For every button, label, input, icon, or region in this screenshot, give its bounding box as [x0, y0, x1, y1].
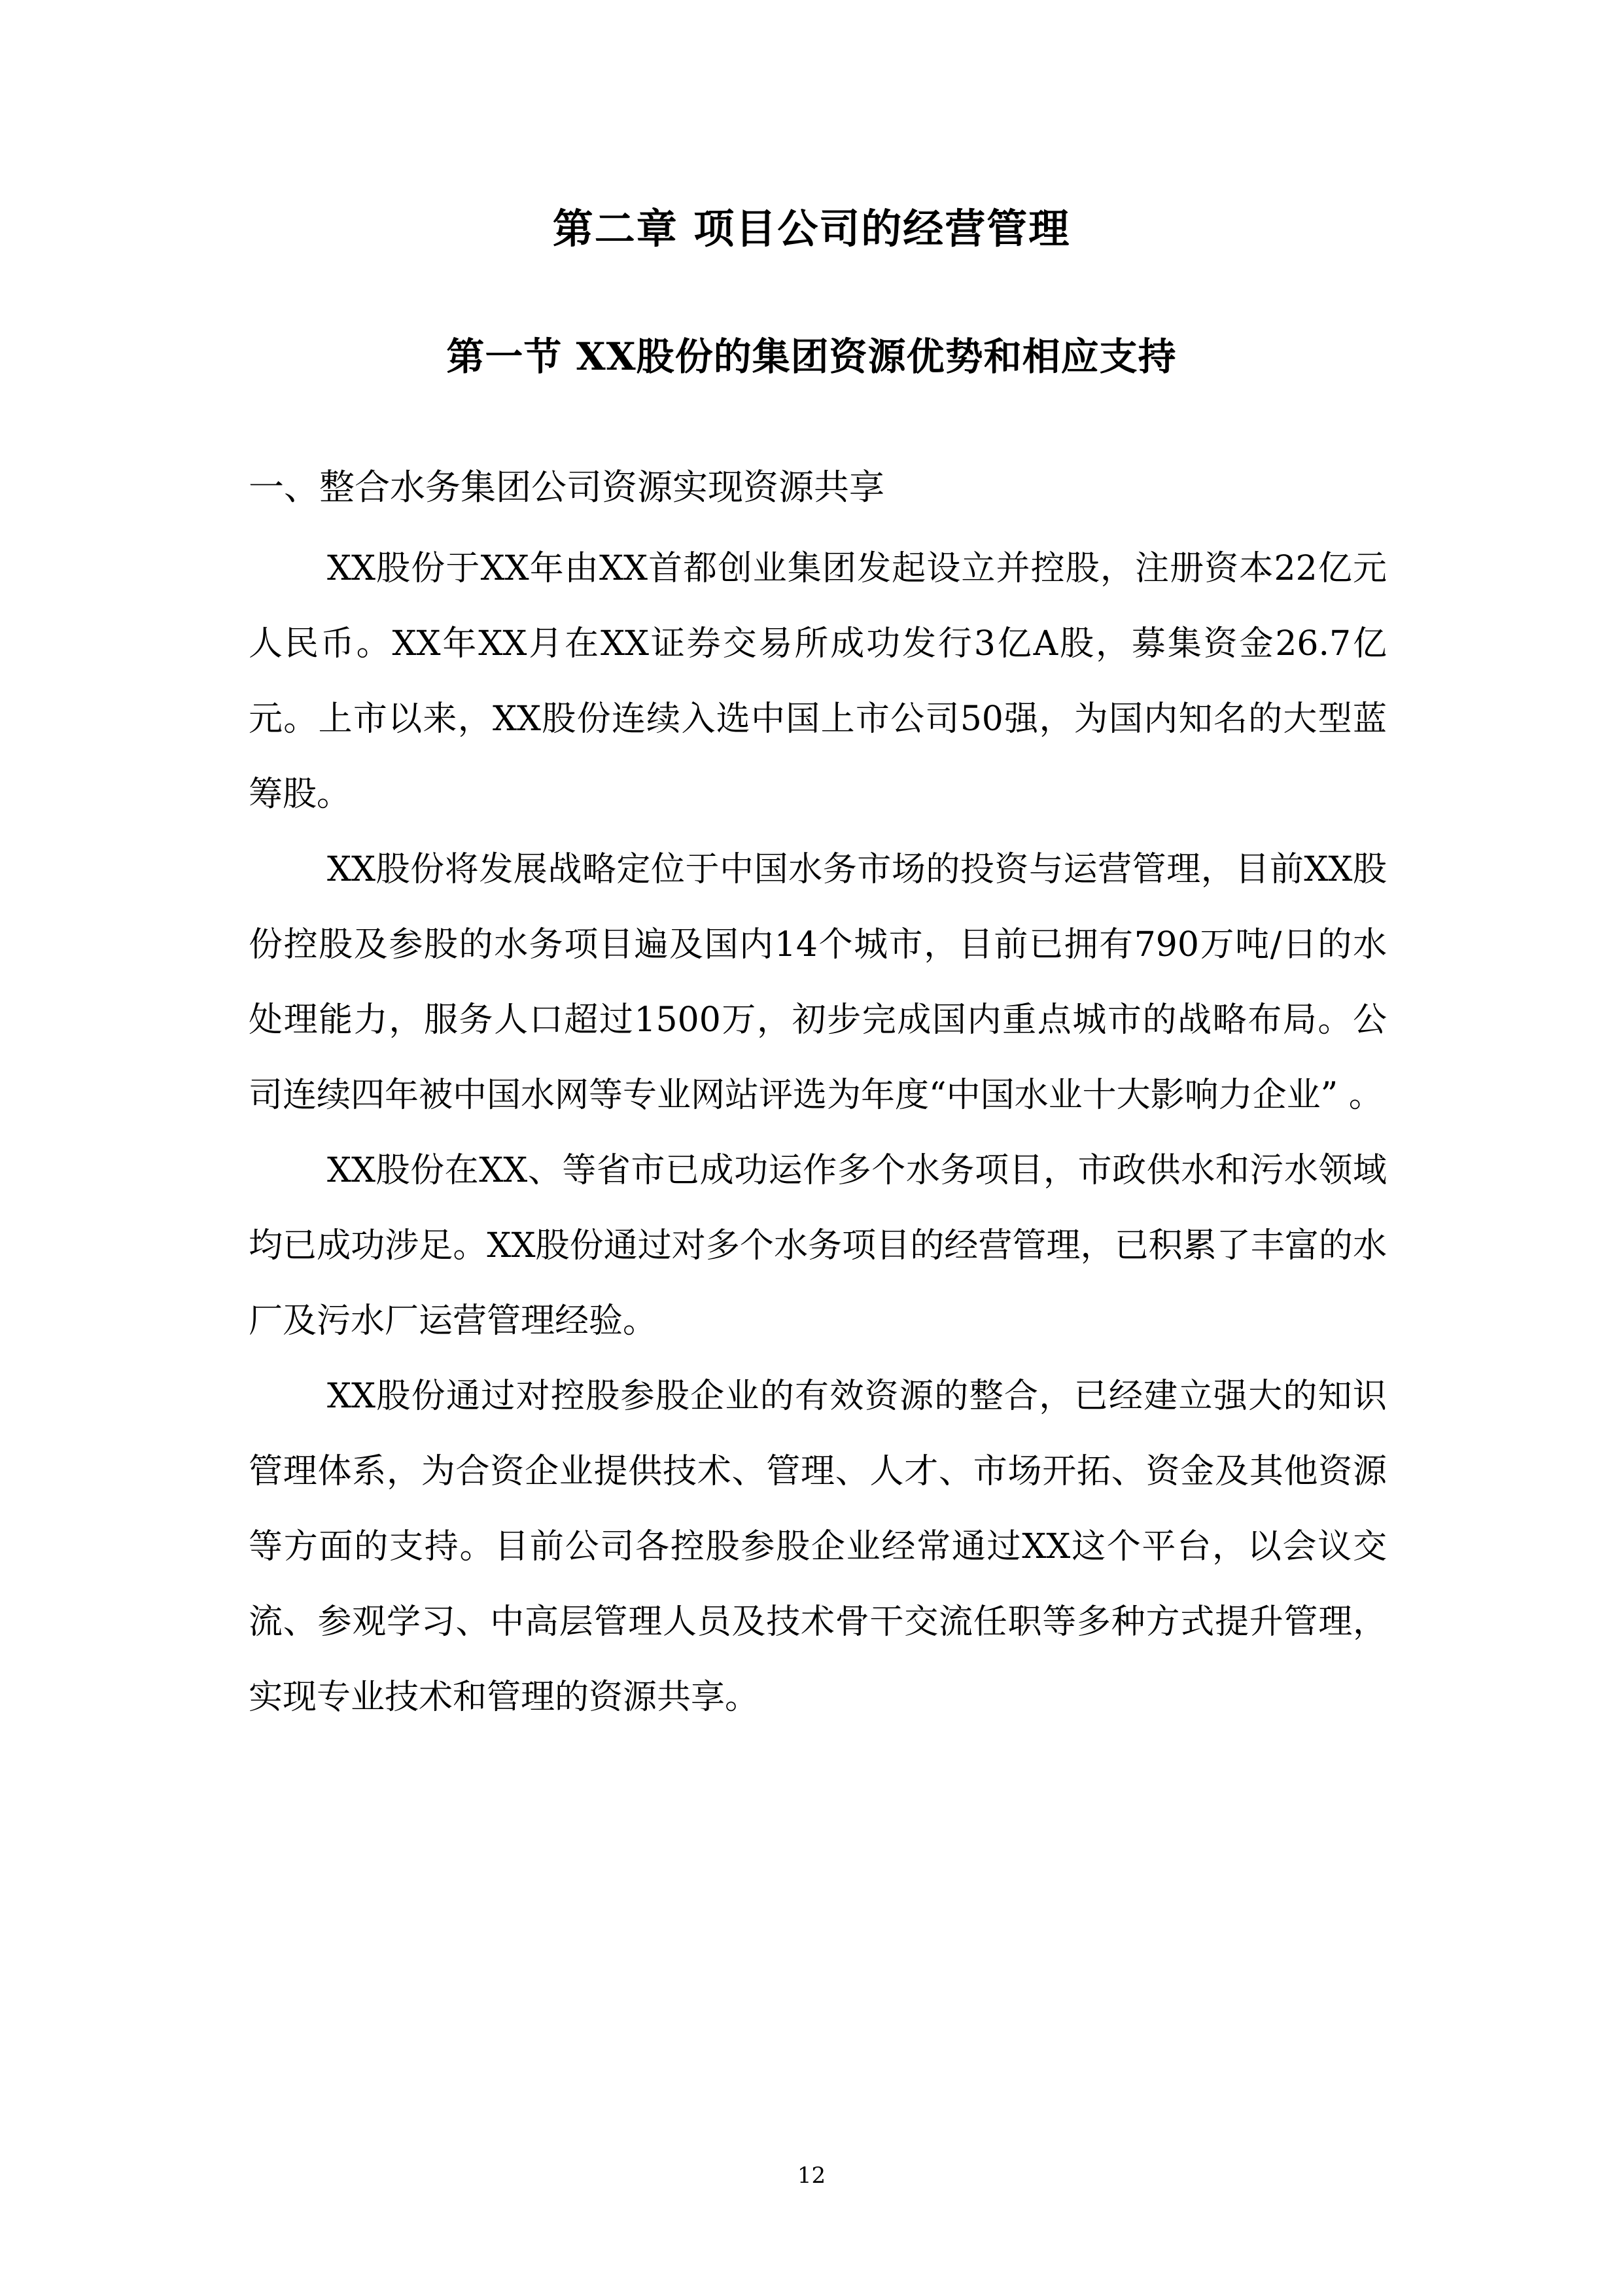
paragraph: XX股份于XX年由XX首都创业集团发起设立并控股，注册资本22亿元人民币。XX年XX月在XX证券交易所成功发行3亿A股，募集资金26.7亿元。上市以来，XX股份连续入选中国上市公司50强，为国内知名的大型蓝筹股。 [249, 549, 1387, 814]
body-text [249, 531, 1387, 1735]
page-number: 12 [797, 2163, 826, 2189]
chapter-title: 第二章 项目公司的经营管理 [552, 205, 1071, 253]
paragraph: XX股份在XX、等省市已成功运作多个水务项目，市政供水和污水领域均已成功涉足。XX股份通过对多个水务项目的经营管理，已积累了丰富的水厂及污水厂运营管理经验。 [249, 1151, 1387, 1341]
paragraph: XX股份将发展战略定位于中国水务市场的投资与运营管理，目前XX股份控股及参股的水务项目遍及国内14个城市，目前已拥有790万吨/日的水处理能力，服务人口超过1500万，初步完成国内重点城市的战略布局。公司连续四年被中国水网等专业网站评选为年度“中国水业十大影响力企业” 。 [249, 850, 1387, 1115]
paragraph: XX股份通过对控股参股企业的有效资源的整合，已经建立强大的知识管理体系，为合资企业提供技术、管理、人才、市场开拓、资金及其他资源等方面的支持。目前公司各控股参股企业经常通过XX这个平台，以会议交流、参观学习、中高层管理人员及技术骨干交流任职等多种方式提升管理，实现专业技术和管理的资源共享。 [249, 1377, 1387, 1717]
sub-heading: 一、整合水务集团公司资源实现资源共享 [249, 467, 884, 508]
section-title: 第一节 XX股份的集团资源优势和相应支持 [446, 334, 1177, 379]
